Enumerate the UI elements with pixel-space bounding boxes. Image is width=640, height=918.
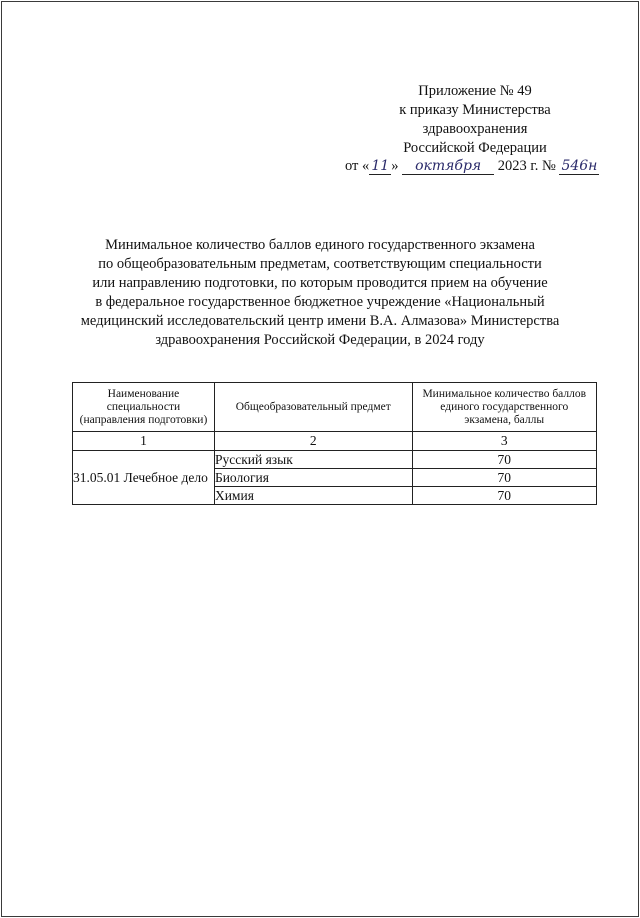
title-line: в федеральное государственное бюджетное учреждение «Национальный — [95, 294, 545, 310]
appendix-header — [330, 82, 620, 158]
appendix-line: к приказу Министерства — [399, 102, 551, 118]
header-specialty: Наименование специальности (направления подготовки) — [73, 383, 215, 432]
title-line: Минимальное количество баллов единого государственного экзамена — [105, 237, 535, 253]
table-header-row — [73, 383, 597, 432]
title-line: или направлению подготовки, по которым проводится прием на обучение — [92, 275, 548, 291]
date-prefix: от « — [345, 158, 370, 174]
subject-cell: Русский язык — [214, 451, 412, 469]
title-line: здравоохранения Российской Федерации, в 2024 году — [155, 332, 485, 348]
specialty-cell: 31.05.01 Лечебное дело — [73, 451, 215, 505]
header-min-score: Минимальное количество баллов единого государственного экзамена, баллы — [412, 383, 597, 432]
document-title — [80, 236, 560, 350]
subject-cell: Биология — [214, 469, 412, 487]
order-date-line — [345, 158, 625, 175]
column-number: 3 — [412, 432, 597, 451]
order-month: октября — [402, 158, 494, 175]
score-cell: 70 — [412, 469, 597, 487]
scores-table — [72, 382, 597, 505]
title-line: медицинский исследовательский центр имени В.А. Алмазова» Министерства — [80, 313, 560, 329]
appendix-line: Российской Федерации — [403, 140, 547, 156]
column-number: 2 — [214, 432, 412, 451]
appendix-line: здравоохранения — [422, 121, 528, 137]
column-number: 1 — [73, 432, 215, 451]
header-subject: Общеобразовательный предмет — [214, 383, 412, 432]
table-row — [73, 451, 597, 469]
date-mid: » — [391, 158, 399, 174]
order-day: 11 — [369, 158, 391, 175]
score-cell: 70 — [412, 451, 597, 469]
order-number: 546н — [559, 158, 599, 175]
column-number-row — [73, 432, 597, 451]
order-year: 2023 г. № — [497, 158, 556, 174]
score-cell: 70 — [412, 487, 597, 505]
appendix-line: Приложение № 49 — [418, 83, 532, 99]
title-line: по общеобразовательным предметам, соответствующим специальности — [98, 256, 542, 272]
subject-cell: Химия — [214, 487, 412, 505]
